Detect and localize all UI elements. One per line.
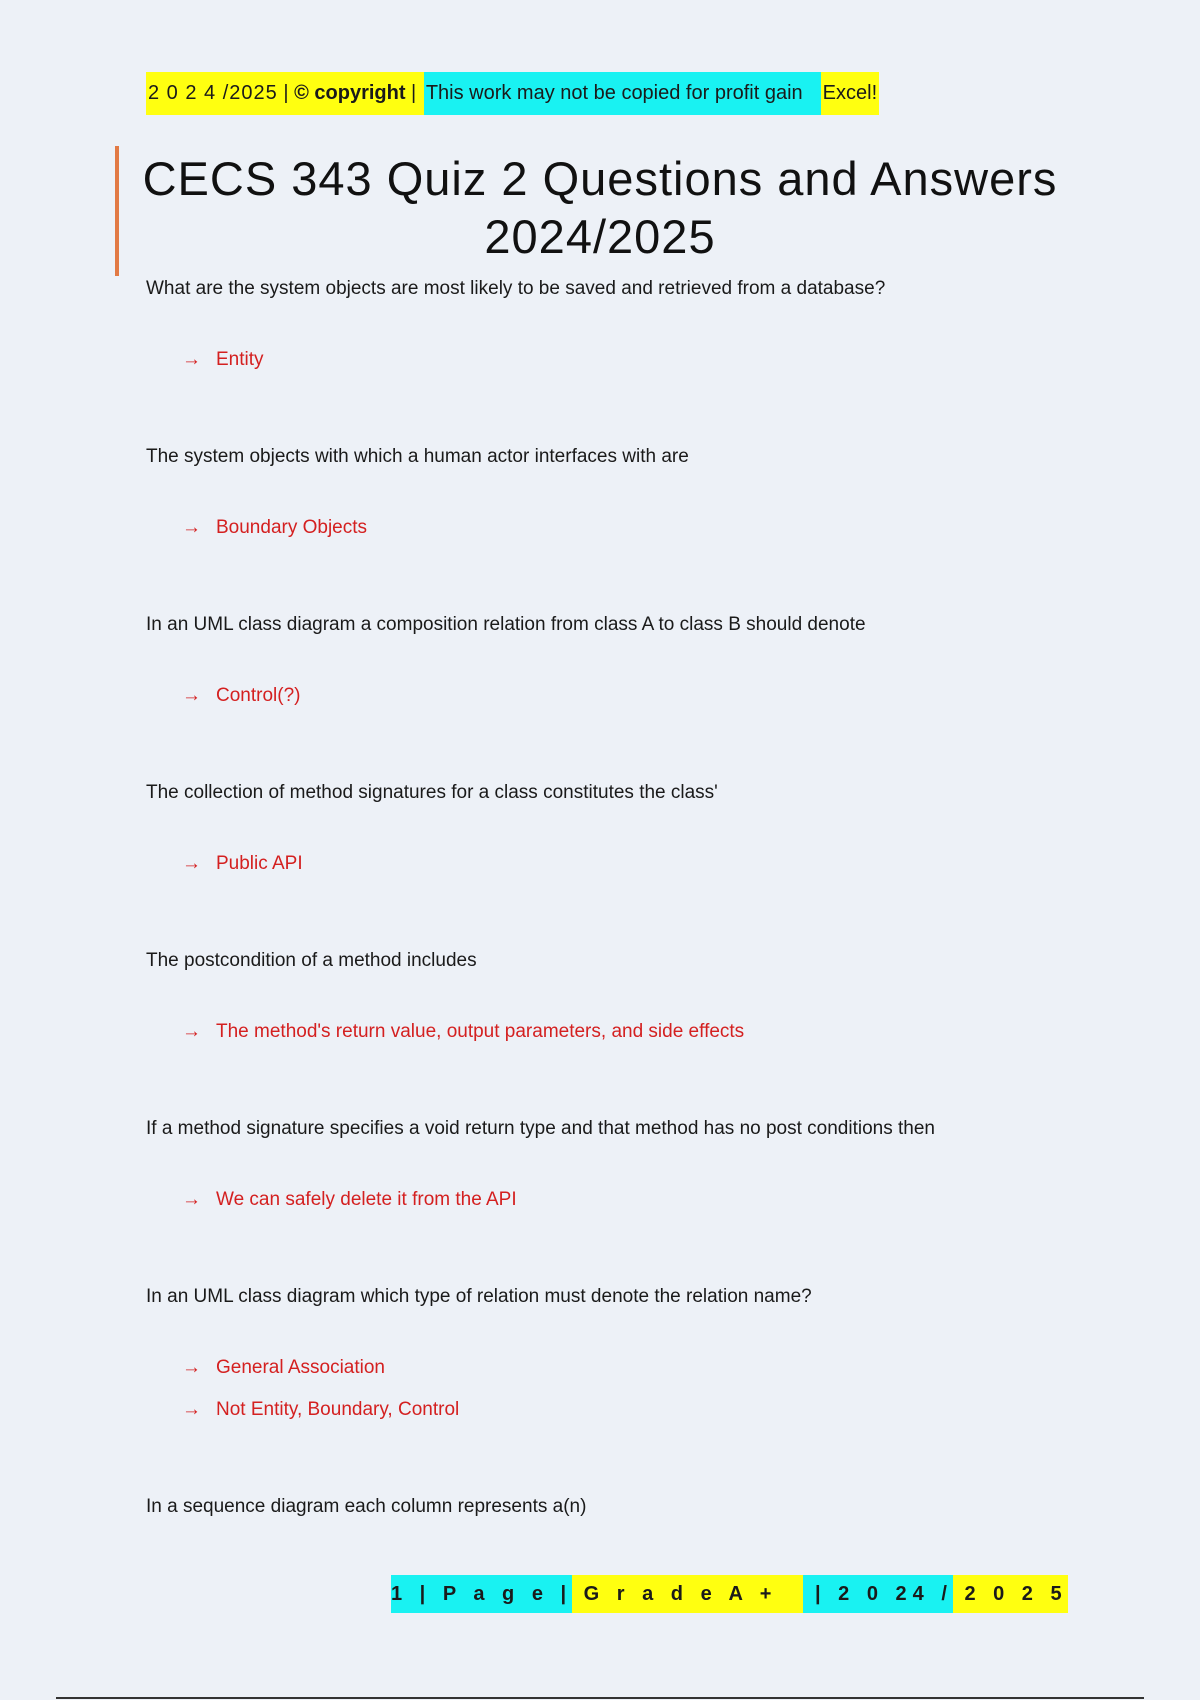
answer-6: [182, 1189, 517, 1211]
answer-text: Boundary Objects: [216, 517, 368, 538]
question-3: In an UML class diagram a composition relation from class A to class B should denote: [146, 614, 866, 635]
answer-4: [182, 853, 303, 875]
footer-year-a: | 2 0 24 /: [803, 1575, 952, 1613]
answer-5: [182, 1021, 744, 1043]
answer-text: Control(?): [216, 685, 301, 706]
answer-3: [182, 685, 300, 707]
arrow-icon: →: [182, 853, 201, 874]
footer-page-number: 1 | P a g e |: [391, 1575, 572, 1613]
header-excel: Excel!: [821, 72, 879, 115]
answer-text: Not Entity, Boundary, Control: [216, 1399, 460, 1420]
header-copyright-segment: [146, 72, 424, 115]
question-5: The postcondition of a method includes: [146, 950, 477, 971]
arrow-icon: →: [182, 517, 201, 538]
title-line-1: CECS 343 Quiz 2 Questions and Answers: [142, 152, 1058, 205]
title-line-2: 2024/2025: [484, 210, 716, 263]
arrow-icon: →: [182, 1399, 201, 1420]
answer-1: [182, 349, 264, 371]
header-copyright: © copyright: [294, 82, 406, 104]
arrow-icon: →: [182, 1357, 201, 1378]
answer-text: General Association: [216, 1357, 385, 1378]
answer-text: Entity: [216, 349, 264, 370]
arrow-icon: →: [182, 1021, 201, 1042]
answer-text: The method's return value, output parameters, and side effects: [216, 1021, 745, 1042]
question-7: In an UML class diagram which type of relation must denote the relation name?: [146, 1286, 812, 1307]
arrow-icon: →: [182, 1189, 201, 1210]
title-accent-bar: [115, 146, 119, 276]
answer-7b: [182, 1399, 459, 1421]
question-6: If a method signature specifies a void return type and that method has no post conditions then: [146, 1118, 935, 1139]
header-notice: This work may not be copied for profit gain: [424, 72, 821, 115]
header-separator: |: [277, 82, 295, 104]
arrow-icon: →: [182, 349, 201, 370]
page-bottom-divider: [56, 1697, 1144, 1699]
question-2: The system objects with which a human actor interfaces with are: [146, 446, 689, 467]
answer-2: [182, 517, 367, 539]
page-footer: [391, 1575, 1068, 1613]
arrow-icon: →: [182, 685, 201, 706]
header-year: 2 0 2 4 /2025: [148, 82, 278, 104]
footer-grade: G r a d e A +: [572, 1575, 803, 1613]
header-separator: |: [405, 82, 422, 104]
answer-text: Public API: [216, 853, 303, 874]
question-4: The collection of method signatures for a class constitutes the class': [146, 782, 718, 803]
footer-year-b: 2 0 2 5: [953, 1575, 1068, 1613]
question-8: In a sequence diagram each column represents a(n): [146, 1496, 587, 1517]
answer-7a: [182, 1357, 385, 1379]
answer-text: We can safely delete it from the API: [216, 1189, 517, 1210]
page-title: [130, 150, 1070, 266]
header-banner: [146, 72, 879, 115]
question-1: What are the system objects are most likely to be saved and retrieved from a database?: [146, 278, 886, 299]
